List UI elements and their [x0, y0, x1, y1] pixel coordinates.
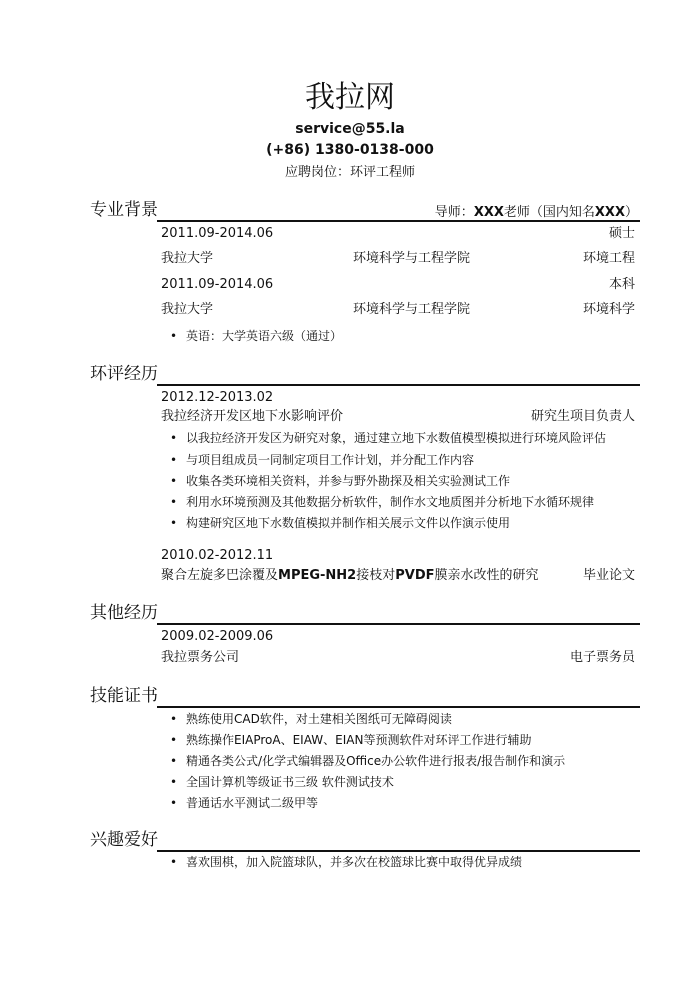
section-divider [157, 706, 640, 708]
section-divider [157, 850, 640, 852]
tutor-info: 导师：XXX老师（国内知名XXX） [434, 205, 638, 220]
list-item: • 英语：大学英语六级（通过） [170, 327, 342, 345]
project-date: 2012.12-2013.02 [161, 390, 274, 405]
education-row-school: 我拉大学 环境科学与工程学院 环境科学 [161, 302, 635, 317]
section-divider [157, 384, 640, 386]
list-item: • 构建研究区地下水数值模拟并制作相关展示文件以作演示使用 [170, 514, 510, 532]
section-title-other: 其他经历 [90, 603, 158, 623]
list-item: • 普通话水平测试二级甲等 [170, 794, 318, 812]
list-item: • 以我拉经济开发区为研究对象，通过建立地下水数值模型模拟进行环境风险评估 [170, 429, 606, 447]
section-divider [157, 623, 640, 625]
education-row-date: 2011.09-2014.06 硕士 [161, 226, 635, 241]
phone: (+86) 1380-0138-000 [266, 142, 434, 158]
other-date: 2009.02-2009.06 [161, 629, 274, 644]
education-row-school: 我拉大学 环境科学与工程学院 环境工程 [161, 251, 635, 266]
list-item: • 熟练操作EIAProA、EIAW、EIAN等预测软件对环评工作进行辅助 [170, 731, 531, 749]
list-item: • 全国计算机等级证书三级 软件测试技术 [170, 773, 394, 791]
project-title-row: 聚合左旋多巴涂覆及MPEG-NH2接枝对PVDF膜亲水改性的研究 毕业论文 [161, 568, 635, 583]
section-divider [157, 220, 640, 222]
section-title-eia: 环评经历 [90, 364, 158, 384]
list-item: • 精通各类公式/化学式编辑器及Office办公软件进行报表/报告制作和演示 [170, 752, 565, 770]
list-item: • 利用水环境预测及其他数据分析软件，制作水文地质图并分析地下水循环规律 [170, 493, 594, 511]
other-row: 我拉票务公司 电子票务员 [161, 650, 635, 665]
list-item: • 与项目组成员一同制定项目工作计划，并分配工作内容 [170, 451, 474, 469]
section-title-hobbies: 兴趣爱好 [90, 830, 158, 850]
list-item: • 喜欢围棋，加入院篮球队，并多次在校篮球比赛中取得优异成绩 [170, 853, 522, 871]
resume-name: 我拉网 [305, 80, 395, 115]
project-title-row: 我拉经济开发区地下水影响评价 研究生项目负责人 [161, 409, 635, 424]
list-item: • 熟练使用CAD软件，对土建相关图纸可无障碍阅读 [170, 710, 452, 728]
section-title-skills: 技能证书 [90, 686, 158, 706]
email: service@55.la [295, 121, 405, 137]
project-date: 2010.02-2012.11 [161, 548, 274, 563]
applied-position: 应聘岗位：环评工程师 [284, 165, 416, 180]
section-title-education: 专业背景 [90, 200, 158, 220]
list-item: • 收集各类环境相关资料，并参与野外勘探及相关实验测试工作 [170, 472, 510, 490]
education-row-date: 2011.09-2014.06 本科 [161, 277, 635, 292]
